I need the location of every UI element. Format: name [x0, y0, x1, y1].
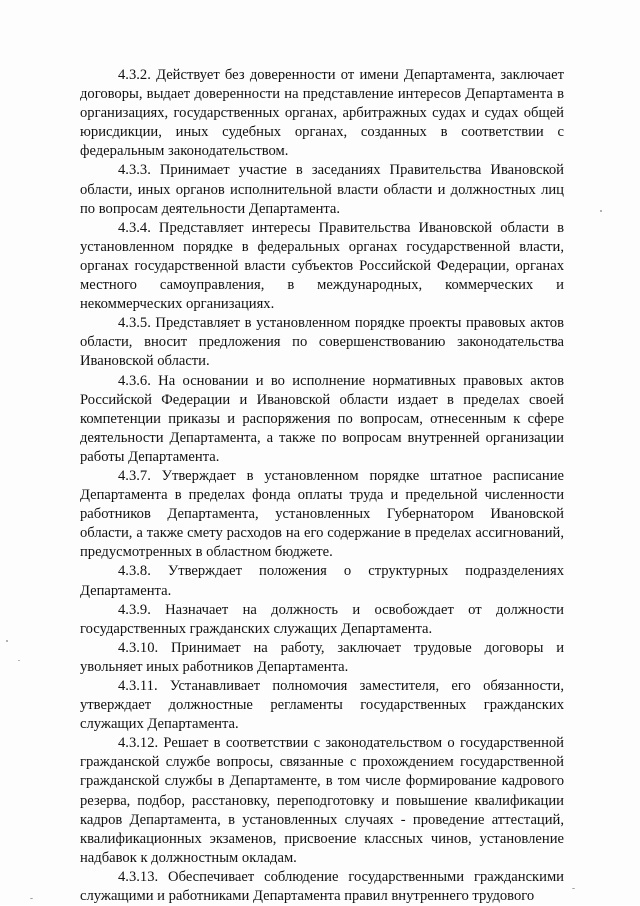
scan-speck	[30, 898, 33, 899]
paragraph-4-3-2: 4.3.2. Действует без доверенности от имени Департамента, заключает договоры, выдает доверенности на представление интересов Департамента в организациях, государственных органах, арбитражных судах и судах общей юрисдикции, иных судебных органах, созданных в соответствии с федеральным законодательством.	[80, 67, 564, 160]
paragraph-4-3-5: 4.3.5. Представляет в установленном порядке проекты правовых актов области, вносит предложения по совершенствованию законодательства Ивановской области.	[80, 315, 564, 370]
paragraph-4-3-7: 4.3.7. Утверждает в установленном порядке штатное расписание Департамента в пределах фонда оплаты труда и предельной численности работников Департамента, установленных Губернатором Ивановской области, а также смету расходов на его содержание в пределах ассигнований, предусмотренных в областном бюджете.	[80, 467, 564, 561]
paragraph-4-3-13: 4.3.13. Обеспечивает соблюдение государственными гражданскими служащими и работниками Департамента правил внутреннего трудового	[80, 868, 564, 905]
paragraph-4-3-6: 4.3.6. На основании и во исполнение нормативных правовых актов Российской Федерации и Ивановской области издает в пределах своей компетенции приказы и распоряжения по вопросам, отнесенным к сфере деятельности Департамента, а также по вопросам внутренней организации работы Департамента.	[80, 372, 564, 465]
scan-speck	[6, 640, 8, 642]
paragraph-4-3-10: 4.3.10. Принимает на работу, заключает трудовые договоры и увольняет иных работников Департамента.	[80, 639, 564, 675]
paragraph-4-3-8: 4.3.8. Утверждает положения о структурных подразделениях Департамента.	[80, 563, 564, 599]
paragraph-4-3-9: 4.3.9. Назначает на должность и освобождает от должности государственных гражданских служащих Департамента.	[80, 601, 564, 637]
paragraph-4-3-11: 4.3.11. Устанавливает полномочия заместителя, его обязанности, утверждает должностные регламенты государственных гражданских служащих Департамента.	[80, 678, 564, 733]
scan-speck	[18, 660, 20, 661]
document-body	[80, 66, 564, 906]
paragraph-4-3-12: 4.3.12. Решает в соответствии с законодательством о государственной гражданской службе вопросы, связанные с прохождением государственной гражданской службы в Департаменте, в том числе формирование кадрового резерва, подбор, расстановку, переподготовку и повышение квалификации кадров Департамента, в установленных случаях - проведение аттестаций, квалификационных экзаменов, присвоение классных чинов, установление надбавок к должностным окладам.	[80, 735, 564, 866]
paragraph-4-3-4: 4.3.4. Представляет интересы Правительства Ивановской области в установленном порядке в федеральных органах государственной власти, органах государственной власти субъектов Российской Федерации, органах местного самоуправления, в международных, коммерческих и некоммерческих организациях.	[80, 219, 564, 313]
paragraph-4-3-3: 4.3.3. Принимает участие в заседаниях Правительства Ивановской области, иных органов исполнительной власти области и должностных лиц по вопросам деятельности Департамента.	[80, 162, 564, 217]
scan-speck	[600, 210, 602, 212]
scan-speck	[572, 888, 575, 889]
